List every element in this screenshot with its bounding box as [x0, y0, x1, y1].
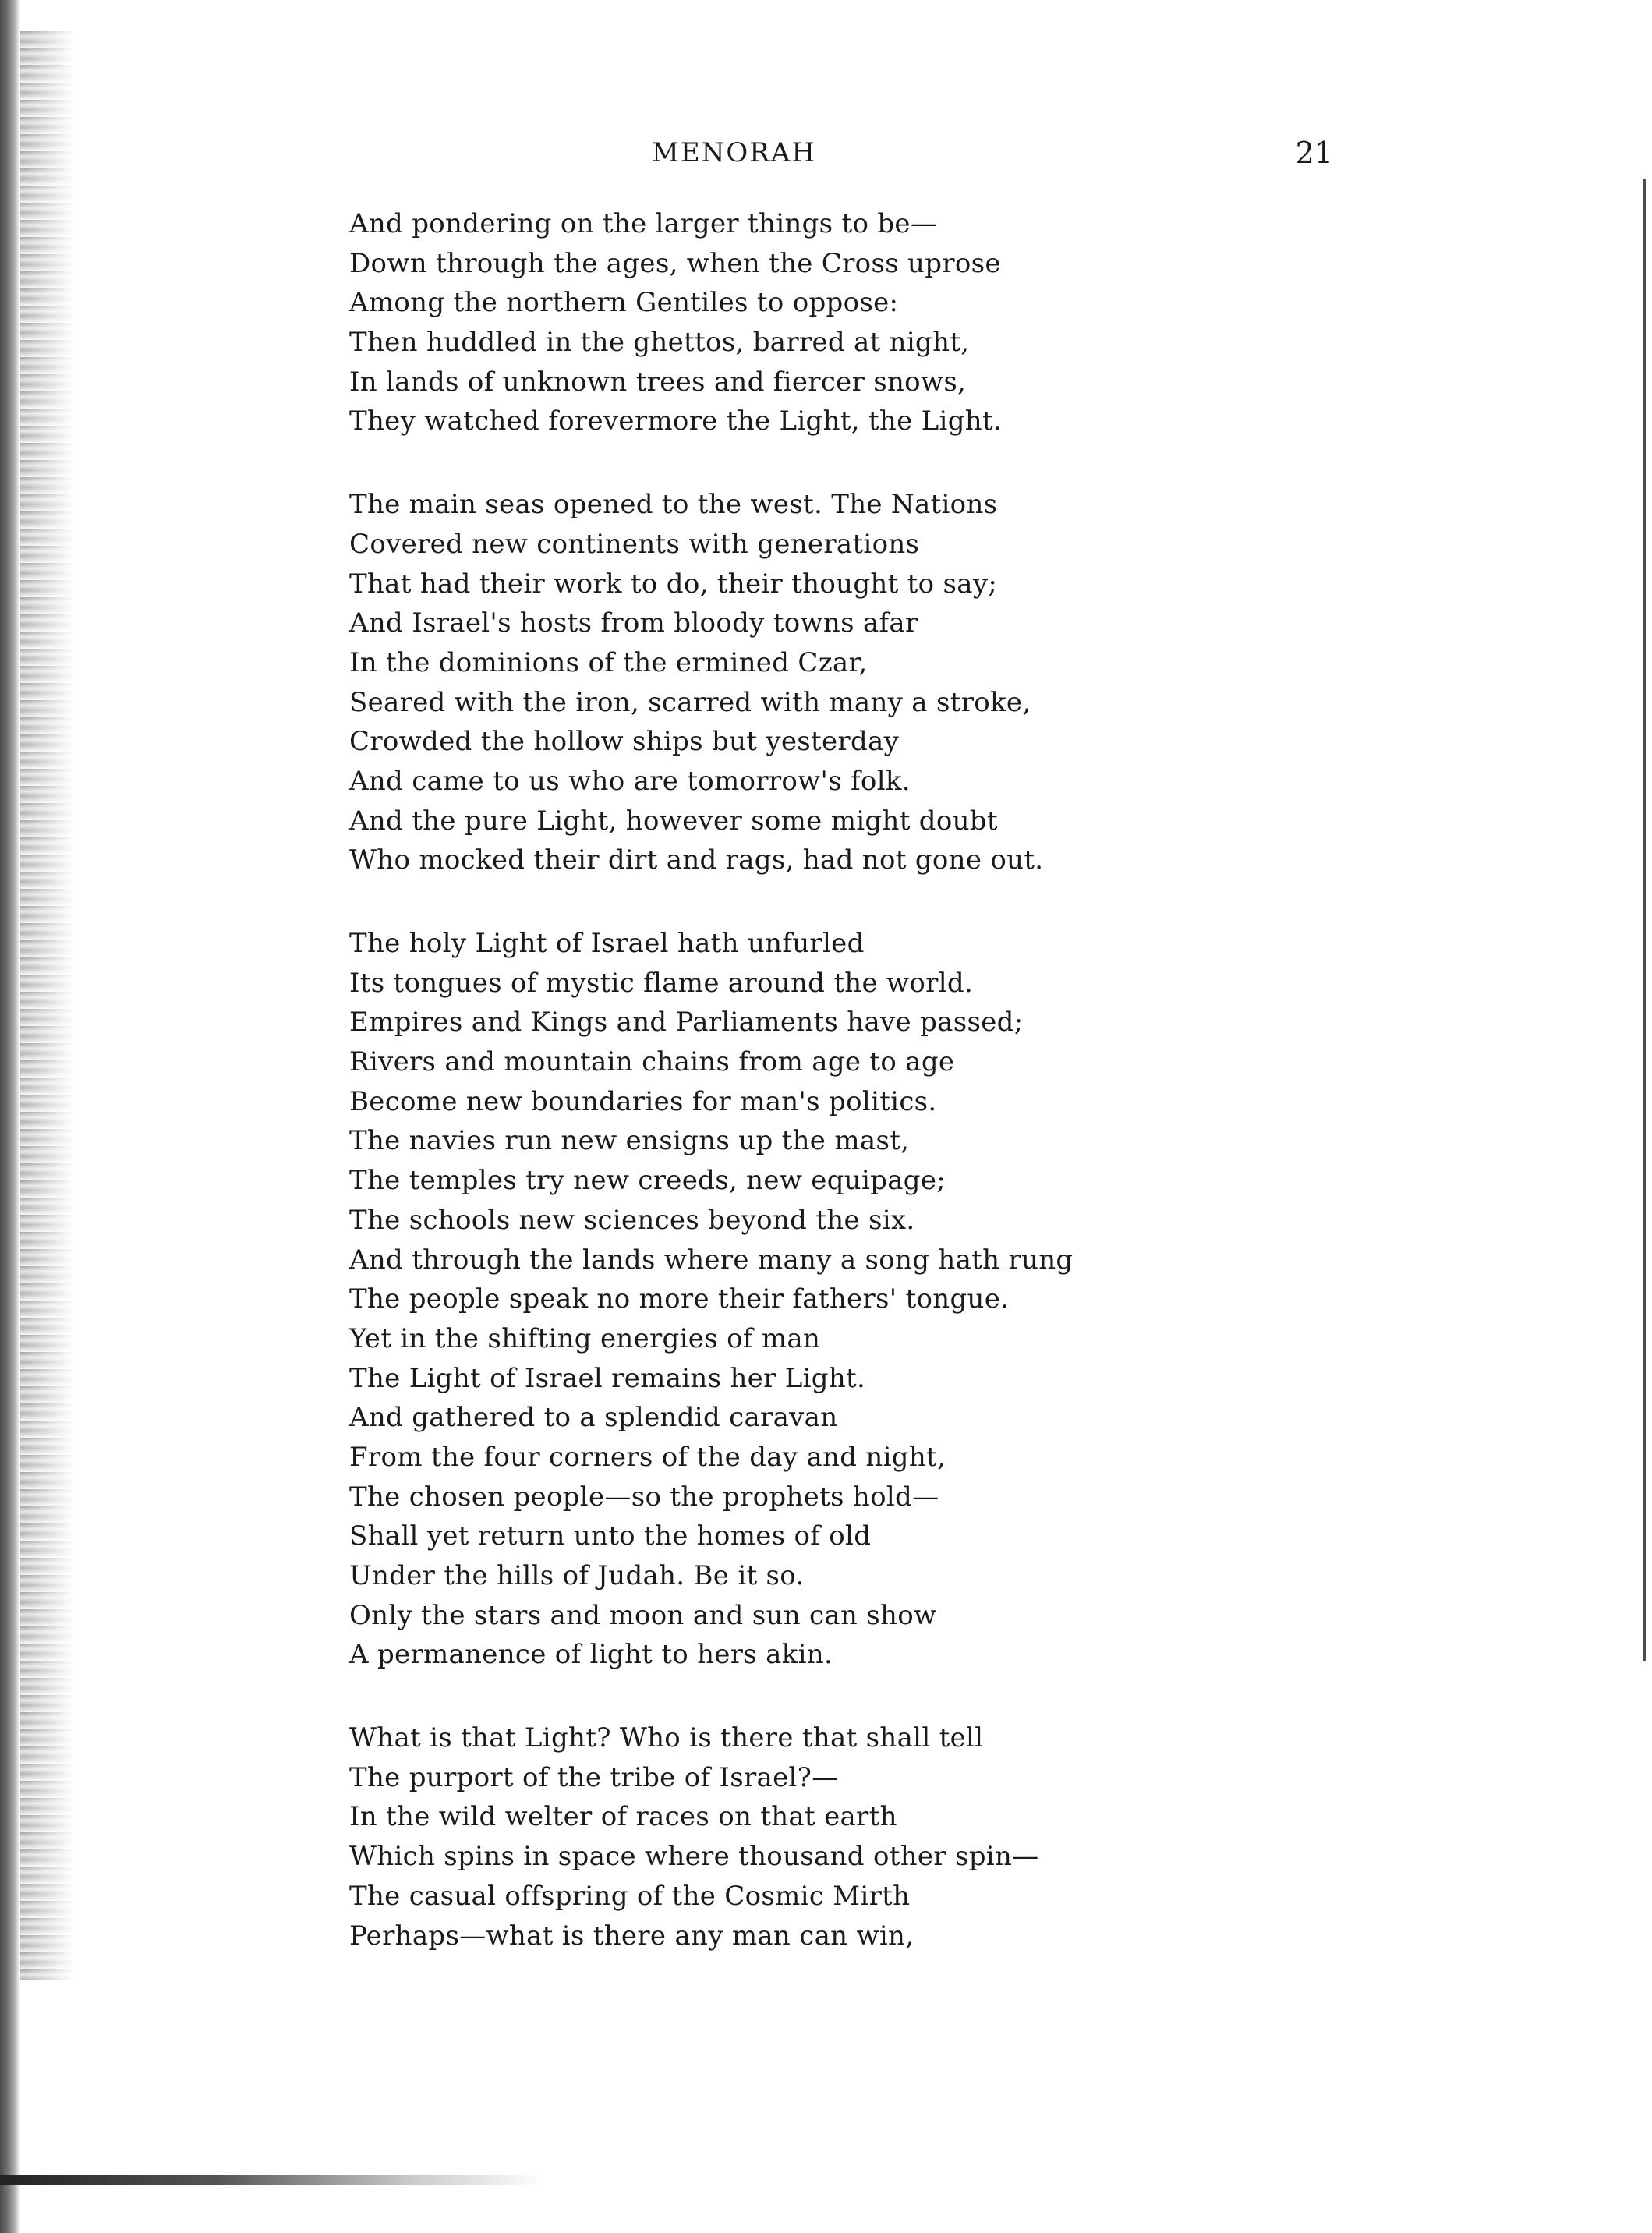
poem-line: The people speak no more their fathers' tongue.: [349, 1283, 1010, 1315]
poem-line: The temples try new creeds, new equipage;: [349, 1165, 946, 1197]
poem-line: The Light of Israel remains her Light.: [349, 1362, 866, 1394]
running-head: MENORAH: [652, 137, 817, 168]
scan-edge-left: [0, 0, 20, 2233]
poem-line: Down through the ages, when the Cross uprose: [349, 247, 1001, 279]
poem-line: The holy Light of Israel hath unfurled: [349, 928, 865, 959]
poem-line: The main seas opened to the west. The Nations: [349, 489, 998, 521]
poem-line: That had their work to do, their thought to say;: [349, 568, 998, 600]
page-number: 21: [1295, 136, 1333, 170]
poem-line: The navies run new ensigns up the mast,: [349, 1125, 910, 1157]
poem-line: In lands of unknown trees and fiercer snows,: [349, 366, 967, 398]
scan-edge-bottom: [0, 2175, 546, 2185]
poem-line: Rivers and mountain chains from age to age: [349, 1046, 955, 1078]
poem-line: Among the northern Gentiles to oppose:: [349, 287, 899, 319]
poem-line: Shall yet return unto the homes of old: [349, 1520, 872, 1552]
poem-line: Only the stars and moon and sun can show: [349, 1599, 937, 1631]
poem-line: Who mocked their dirt and rags, had not gone out.: [349, 844, 1044, 876]
poem-line: And through the lands where many a song hath rung: [349, 1244, 1074, 1276]
stanza-1: [349, 204, 1519, 441]
poem-line: And pondering on the larger things to be—: [349, 208, 938, 239]
poem-line: Crowded the hollow ships but yesterday: [349, 726, 900, 758]
poem-line: Covered new continents with generations: [349, 528, 920, 560]
poem-line: The casual offspring of the Cosmic Mirth: [349, 1880, 911, 1912]
poem-line: And Israel's hosts from bloody towns afar: [349, 607, 918, 639]
poem-line: In the dominions of the ermined Czar,: [349, 646, 868, 678]
poem-line: A permanence of light to hers akin.: [349, 1639, 833, 1671]
scan-binding-shadow: [20, 31, 75, 1980]
poem-line: And the pure Light, however some might doubt: [349, 805, 998, 837]
poem-line: Its tongues of mystic flame around the world.: [349, 967, 974, 999]
poem-line: And came to us who are tomorrow's folk.: [349, 765, 911, 797]
page-header: [349, 134, 1333, 172]
scan-edge-right: [1643, 179, 1646, 1661]
stanza-4: [349, 1718, 1519, 1955]
poem-line: Yet in the shifting energies of man: [349, 1322, 821, 1354]
poem-line: Empires and Kings and Parliaments have passed;: [349, 1007, 1024, 1039]
poem-line: Then huddled in the ghettos, barred at night,: [349, 327, 970, 359]
stanza-3: [349, 924, 1519, 1675]
poem-line: Become new boundaries for man's politics.: [349, 1085, 937, 1117]
stanza-2: [349, 485, 1519, 880]
poem-line: The chosen people—so the prophets hold—: [349, 1481, 939, 1513]
poem-line: The schools new sciences beyond the six.: [349, 1204, 915, 1236]
poem-line: The purport of the tribe of Israel?—: [349, 1761, 839, 1793]
poem-line: Seared with the iron, scarred with many a stroke,: [349, 686, 1031, 718]
poem-line: They watched forevermore the Light, the Light.: [349, 405, 1003, 437]
poem-line: Which spins in space where thousand other spin—: [349, 1841, 1039, 1873]
poem-line: Perhaps—what is there any man can win,: [349, 1920, 914, 1952]
poem-line: In the wild welter of races on that earth: [349, 1801, 897, 1833]
poem-line: And gathered to a splendid caravan: [349, 1402, 838, 1434]
poem-body: [349, 204, 1519, 1999]
poem-line: From the four corners of the day and night,: [349, 1441, 946, 1473]
poem-line: What is that Light? Who is there that shall tell: [349, 1722, 984, 1754]
poem-line: Under the hills of Judah. Be it so.: [349, 1560, 805, 1591]
